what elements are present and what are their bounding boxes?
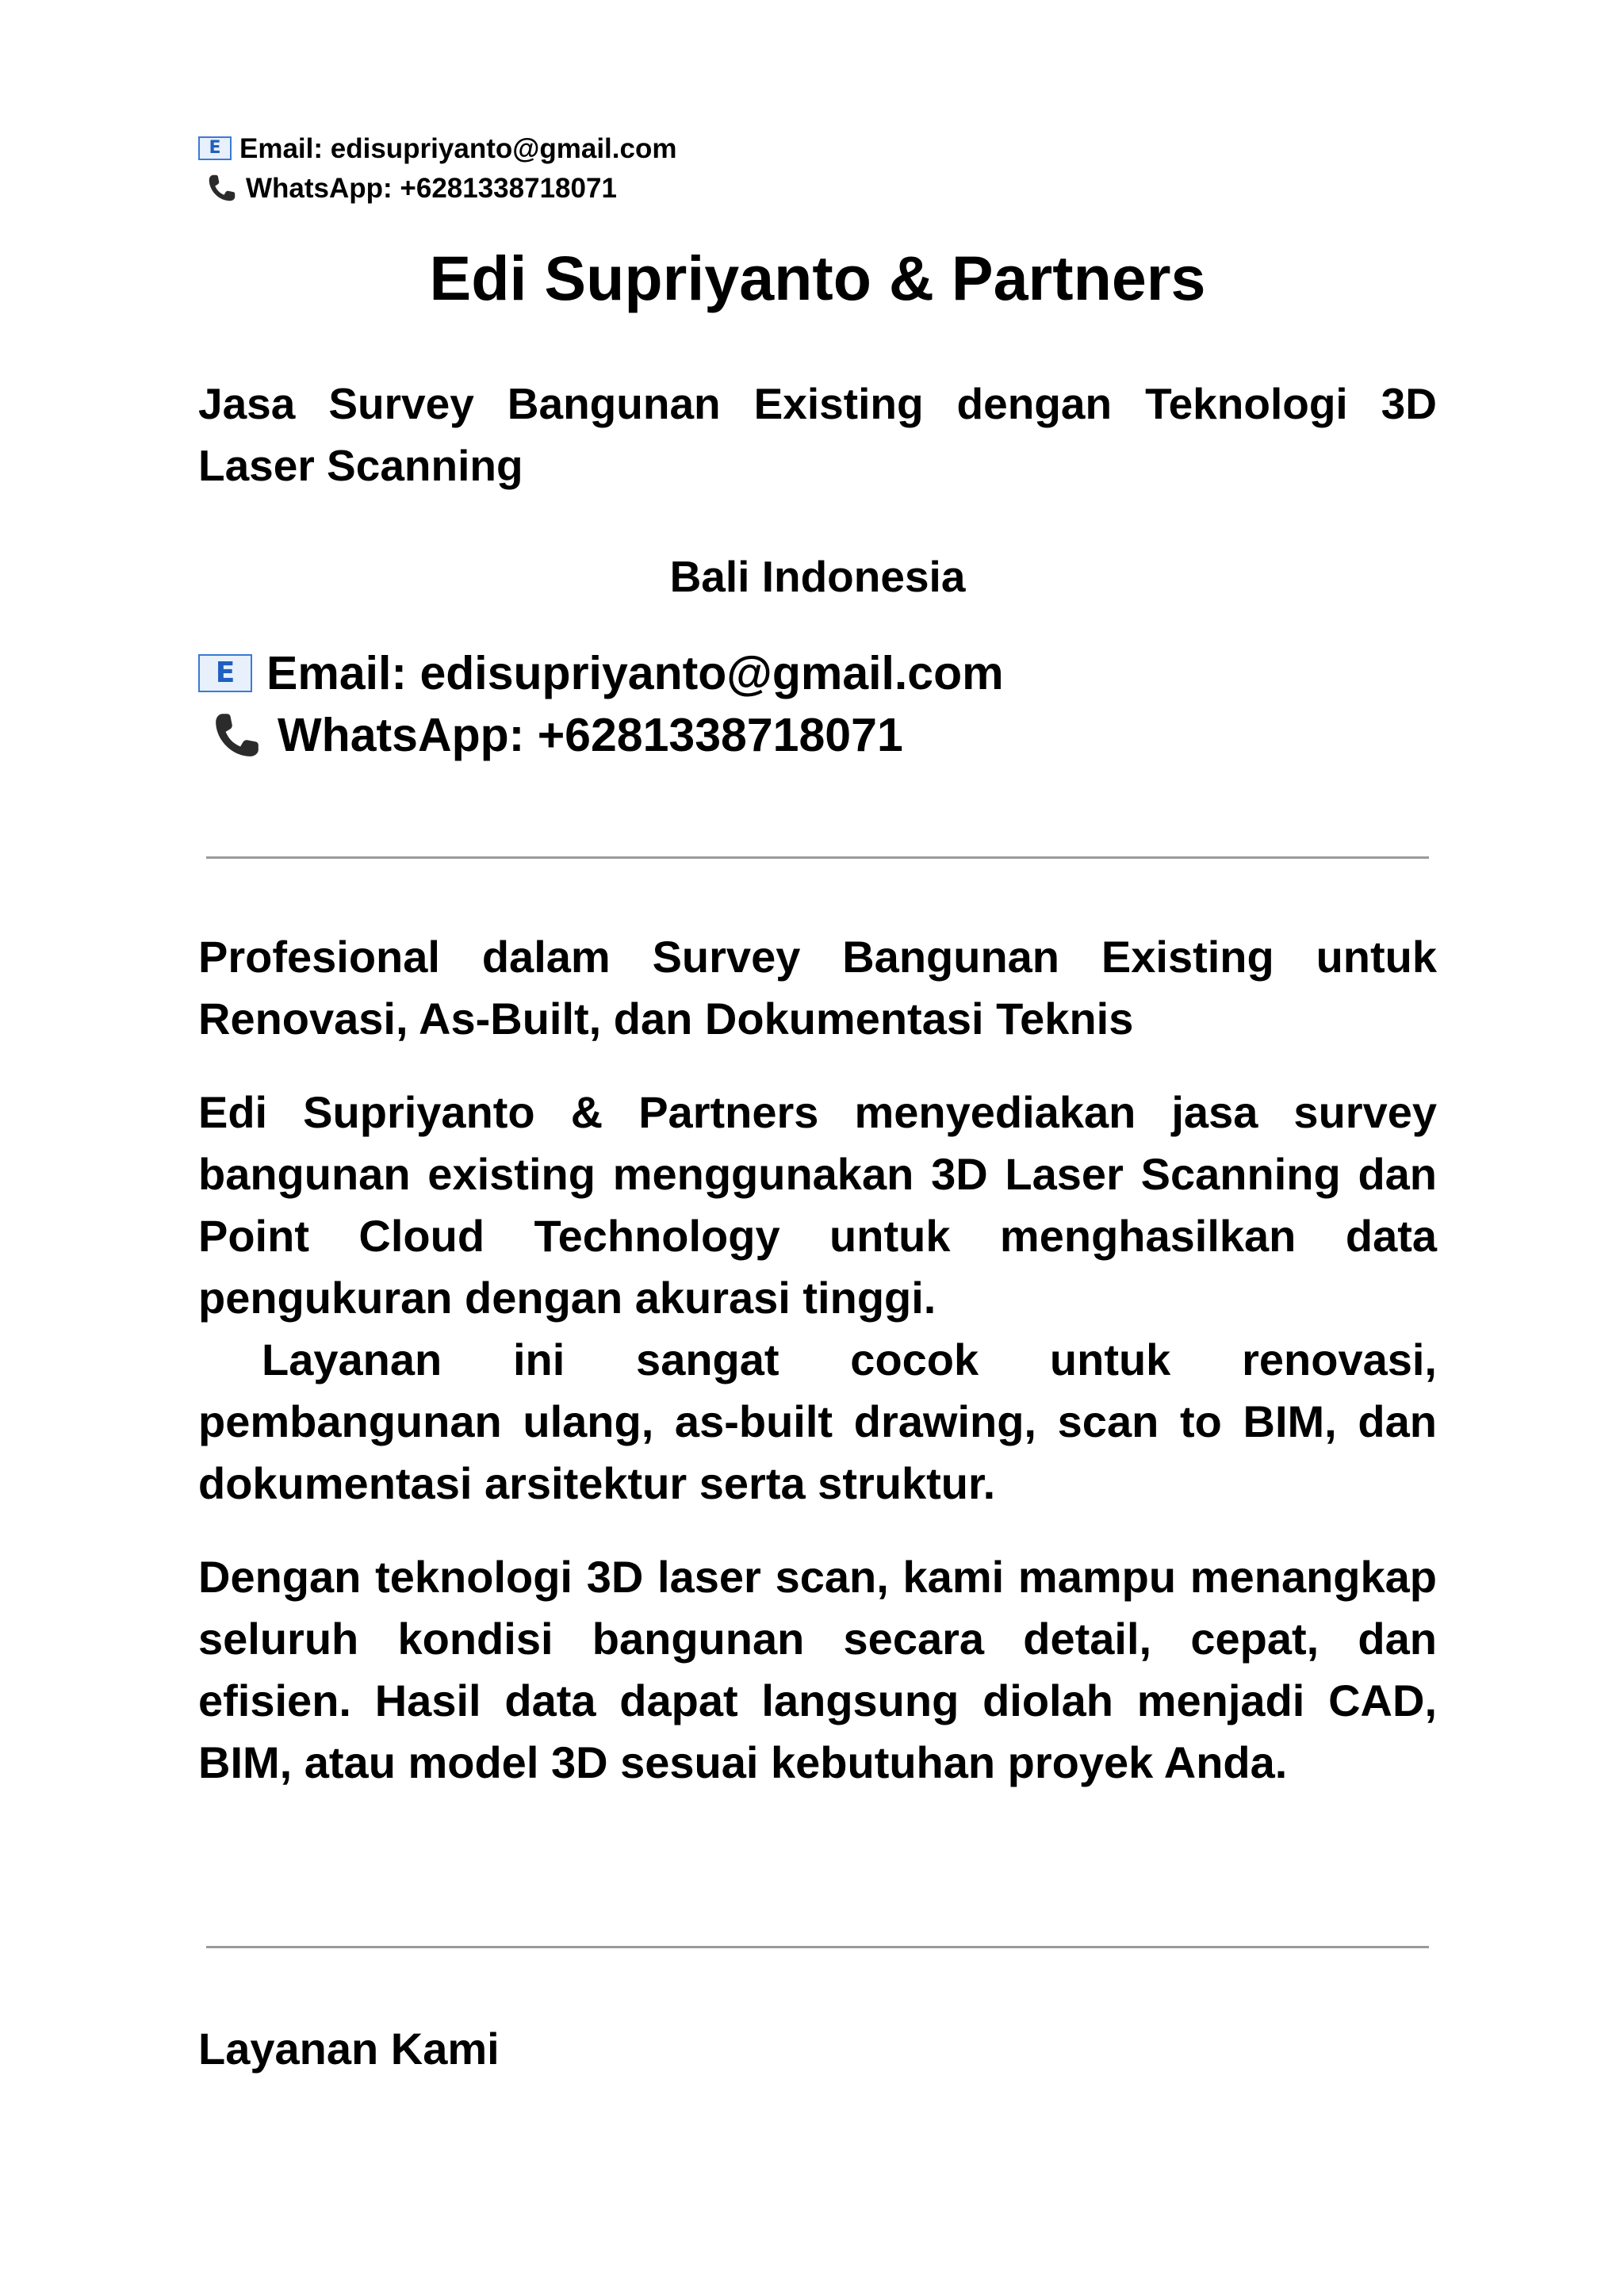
- services-section-title: Layanan Kami: [198, 2024, 500, 2074]
- telephone-receiver-icon: [211, 709, 263, 761]
- company-title: Edi Supriyanto & Partners: [429, 243, 1206, 313]
- intro-paragraph: Edi Supriyanto & Partners menyediakan jasa survey bangunan existing menggunakan 3D Laser Scanning dan Point Cloud Technology untuk menghasilkan data pengukuran dengan akurasi tinggi.: [198, 1087, 1437, 1323]
- header-email-line: [198, 130, 676, 168]
- technology-paragraph: Dengan teknologi 3D laser scan, kami mampu menangkap seluruh kondisi bangunan secara detail, cepat, dan efisien. Hasil data dapat langsung diolah menjadi CAD, BIM, atau model 3D sesuai kebutuhan proyek Anda.: [198, 1552, 1437, 1787]
- envelope-icon: E: [198, 654, 252, 692]
- location-text: Bali Indonesia: [669, 552, 966, 601]
- services-paragraph: Layanan ini sangat cocok untuk renovasi, pembangunan ulang, as-built drawing, scan to BIM, dan dokumentasi arsitektur serta struktur.: [198, 1335, 1437, 1508]
- contact-email-text: Email: edisupriyanto@gmail.com: [266, 647, 1004, 699]
- contact-whatsapp-text: WhatsApp: +6281338718071: [278, 709, 903, 761]
- intro-heading: Profesional dalam Survey Bangunan Existing untuk Renovasi, As-Built, dan Dokumentasi Teknis: [198, 932, 1437, 1044]
- telephone-receiver-icon: [206, 172, 238, 204]
- contact-whatsapp-line: [211, 704, 903, 766]
- document-page: [198, 0, 1437, 2294]
- service-tagline: Jasa Survey Bangunan Existing dengan Teknologi 3D Laser Scanning: [198, 379, 1437, 490]
- section-divider: [206, 856, 1429, 859]
- contact-email-line: [198, 642, 1004, 704]
- section-divider: [206, 1946, 1429, 1948]
- header-email-text: Email: edisupriyanto@gmail.com: [239, 133, 677, 164]
- envelope-icon: E: [198, 136, 232, 160]
- header-whatsapp-line: [206, 170, 617, 208]
- header-whatsapp-text: WhatsApp: +6281338718071: [246, 173, 617, 204]
